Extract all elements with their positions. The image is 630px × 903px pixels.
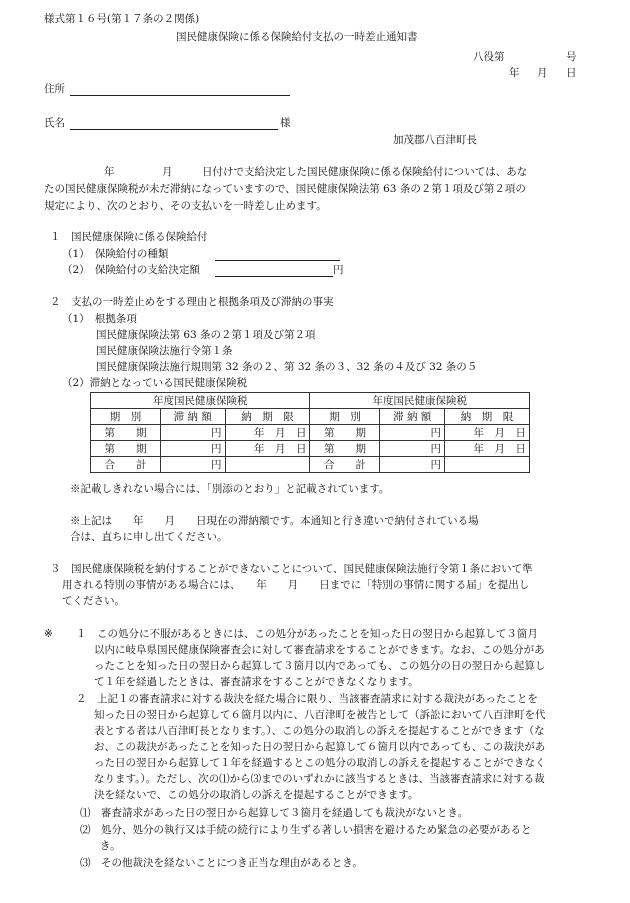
total-amount: 円	[160, 457, 225, 473]
address-field	[70, 95, 290, 96]
note1-line: ったことを知った日の翌日から起算して３箇月以内であっても、この処分の日の翌日から起算し	[94, 660, 546, 672]
table-columns-row	[91, 409, 530, 425]
section2-heading: ２ 支払の一時差止めをする理由と根拠条項及び滞納の事実	[50, 296, 334, 308]
section3-line1: ３ 国民健康保険税を納付することができないことについて、国民健康保険法施行令第１条において準	[50, 563, 533, 575]
note1-line: 以内に岐阜県国民健康保険審査会に対して審査請求をすることができます。なお、この処分があ	[94, 644, 545, 656]
date-month: 月	[537, 67, 548, 79]
benefit-type-field	[215, 260, 340, 261]
arrears-table	[90, 392, 530, 473]
name-label: 氏名	[44, 117, 65, 129]
arrears-date-note-line2: 合は、直ちに申し出てください。	[70, 531, 228, 543]
amount-cell: 円	[160, 441, 225, 457]
arrears-date-note-line1: ※上記は 年 月 日現在の滞納額です。本通知と行き違いで納付されている場	[70, 515, 479, 527]
condition-2-line2: き。	[100, 840, 121, 852]
condition-2-line1: ⑵ 処分、処分の執行又は手続の続行により生ずる著しい損害を避けるため緊急の必要があると	[80, 824, 532, 836]
total-empty	[444, 457, 529, 473]
condition-1: ⑴ 審査請求があった日の翌日から起算して３箇月を経過しても裁決がないとき。	[80, 807, 468, 819]
table-header-left: 年度国民健康保険税	[91, 393, 310, 409]
col-deadline: 納 期 限	[225, 409, 310, 425]
law-article-3: 国民健康保険法施行規則第 32 条の２、第 32 条の３、32 条の４及び 32 条の５	[96, 361, 478, 373]
period-cell: 第 期	[91, 441, 161, 457]
col-deadline: 納 期 限	[444, 409, 529, 425]
total-label: 合 計	[91, 457, 161, 473]
date-day: 日	[566, 67, 577, 79]
note2-line: 知った日の翌日から起算して６箇月以内に、八百津町を被告として（訴訟において八百津町を代	[94, 709, 546, 721]
benefit-amount-field	[215, 276, 333, 277]
total-empty	[225, 457, 310, 473]
benefit-amount-unit: 円	[333, 264, 344, 276]
note2-line: お、この裁決があったことを知った日の翌日から起算して６箇月以内であっても、この裁決があ	[94, 741, 546, 753]
form-number: 様式第１６号(第１７条の２関係)	[44, 13, 200, 25]
table-note: ※記載しきれない場合には、「別添のとおり」と記載されています。	[70, 483, 390, 495]
total-amount: 円	[380, 457, 445, 473]
deadline-cell: 年 月 日	[225, 425, 310, 441]
table-header-row	[91, 393, 530, 409]
note2-line: ２ 上記１の審査請求に対する裁決を経た場合に限り、当該審査請求に対する裁決があったことを	[76, 693, 538, 705]
document-title: 国民健康保険に係る保険給付支払の一時差止通知書	[176, 31, 418, 43]
total-label: 合 計	[310, 457, 380, 473]
note2-line: 表とする者は八百津町長となります。）、この処分の取消しの訴えを提起することができます（な	[94, 725, 545, 737]
col-amount: 滞 納 額	[160, 409, 225, 425]
intro-line3: 規定により、次のとおり、その支払いを一時差し止めます。	[44, 200, 327, 212]
period-cell: 第 期	[310, 425, 380, 441]
amount-cell: 円	[380, 425, 445, 441]
doc-number-prefix: 八役第	[473, 51, 505, 63]
deadline-cell: 年 月 日	[225, 441, 310, 457]
address-label: 住所	[44, 83, 65, 95]
basis-subheading: （1） 根拠条項	[62, 313, 137, 325]
arrears-subheading: （2）滞納となっている国民健康保険税	[62, 377, 248, 389]
benefit-amount-label: （2） 保険給付の支給決定額	[62, 264, 200, 276]
note1-line: １ この処分に不服があるときには、この処分があったことを知った日の翌日から起算して３箇月	[76, 628, 538, 640]
period-cell: 第 期	[91, 425, 161, 441]
amount-cell: 円	[160, 425, 225, 441]
date-year: 年	[509, 67, 520, 79]
intro-month: 月	[162, 166, 173, 178]
col-period: 期 別	[310, 409, 380, 425]
section3-line3: てください。	[62, 595, 125, 607]
table-row	[91, 425, 530, 441]
note2-line: なります。）。ただし、次の⑴から⑶までのいずれかに該当するときは、当該審査請求に対する裁	[94, 773, 545, 785]
note1-line: て１年を経過したときは、審査請求をすることができなくなります。	[94, 676, 419, 688]
section3-line2: 用される特別の事情がある場合には、 年 月 日までに「特別の事情に関する届」を提出し	[62, 579, 530, 591]
section1-heading: １ 国民健康保険に係る保険給付	[50, 231, 208, 243]
intro-year: 年	[104, 166, 115, 178]
honorific: 様	[280, 117, 291, 129]
table-total-row	[91, 457, 530, 473]
col-period: 期 別	[91, 409, 161, 425]
law-article-1: 国民健康保険法第 63 条の２第１項及び第２項	[96, 329, 316, 341]
doc-number-suffix: 号	[566, 51, 577, 63]
benefit-type-label: （1） 保険給付の種類	[62, 248, 169, 260]
issuer: 加茂郡八百津町長	[393, 134, 477, 146]
law-article-2: 国民健康保険法施行令第１条	[96, 345, 233, 357]
condition-3: ⑶ その他裁決を経ないことにつき正当な理由があるとき。	[80, 857, 363, 869]
note2-line: 決を経ないで、この処分の取消しの訴えを提起することができます。	[94, 789, 419, 801]
deadline-cell: 年 月 日	[444, 425, 529, 441]
notes-mark: ※	[44, 628, 53, 640]
amount-cell: 円	[380, 441, 445, 457]
deadline-cell: 年 月 日	[444, 441, 529, 457]
intro-line1: 日付けで支給決定した国民健康保険に係る保険給付については、あな	[202, 166, 528, 178]
note2-line: った日の翌日から起算して１年を経過するとこの処分の取消しの訴えを提起することができなく	[94, 757, 546, 769]
intro-line2: たの国民健康保険税が未だ滞納になっていますので、国民健康保険法第 63 条の２第１項及び第２項の	[44, 183, 526, 195]
table-row	[91, 441, 530, 457]
period-cell: 第 期	[310, 441, 380, 457]
name-field	[70, 129, 278, 130]
table-header-right: 年度国民健康保険税	[310, 393, 530, 409]
col-amount: 滞 納 額	[380, 409, 445, 425]
